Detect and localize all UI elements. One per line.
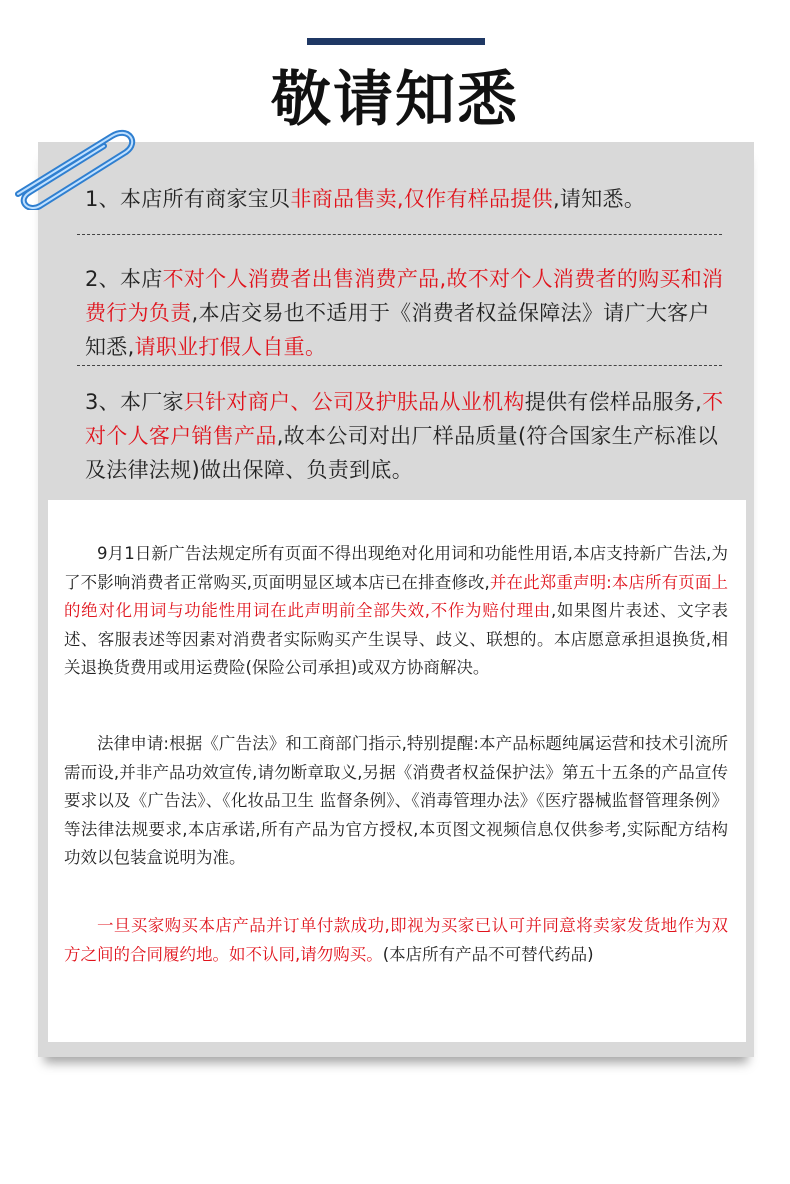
notice-1-part-1: 1、本店所有商家宝贝 bbox=[85, 187, 291, 211]
disclaimer-1-part-1: 9月1日新广告法规定所有页面不得出现绝对化用词和功能性用语,本店支持新广告法,为了不影响消费者正常购买,页面明显区域本店已在排查修改, bbox=[64, 544, 728, 592]
disclaimer-ad-law bbox=[64, 540, 728, 683]
notice-3-part-5: ,故本公司对出厂样品质量(符合国家生产标准以及法律法规)做出保障、负责到底。 bbox=[85, 424, 719, 482]
dashed-divider bbox=[77, 365, 722, 366]
disclaimer-3-part-2: (本店所有产品不可替代药品) bbox=[382, 944, 594, 964]
title-accent-bar bbox=[307, 38, 485, 45]
notice-3-part-1: 3、本厂家 bbox=[85, 390, 184, 414]
page-title: 敬请知悉 bbox=[271, 65, 519, 135]
notice-3-part-4: 不对个人客户销售产品 bbox=[85, 390, 724, 448]
notice-1-part-3: ,请知悉。 bbox=[552, 187, 646, 211]
disclaimer-purchase-agreement bbox=[64, 912, 728, 969]
dashed-divider bbox=[77, 234, 722, 235]
notice-1-part-2: 非商品售卖,仅作有样品提供 bbox=[290, 187, 553, 211]
disclaimer-3-part-1: 一旦买家购买本店产品并订单付款成功,即视为买家已认可并同意将卖家发货地作为双方之间的合同履约地。如不认同,请勿购买。 bbox=[64, 916, 728, 964]
notice-2-part-4: 请职业打假人自重。 bbox=[134, 335, 327, 359]
notice-3 bbox=[85, 385, 725, 487]
notice-2-part-1: 2、本店 bbox=[85, 267, 163, 291]
notice-2-part-3: ,本店交易也不适用于《消费者权益保障法》请广大客户知悉, bbox=[85, 301, 710, 359]
notice-2-part-2: 不对个人消费者出售消费产品,故不对个人消费者的购买和消费行为负责 bbox=[85, 267, 724, 325]
disclaimer-2-part-1: 法律申请:根据《广告法》和工商部门指示,特别提醒:本产品标题纯属运营和技术引流所需而设,并非产品功效宣传,请勿断章取义,另据《消费者权益保护法》第五十五条的产品宣传要求以及《广告法》、《化妆品卫生 监督条例》、《消毒管理办法》《医疗器械监督管理条例》等法律法规要求,本店承诺,所有产品为官方授权,本页图文视频信息仅供参考,实际配方结构功效以包装盒说明为准。 bbox=[64, 734, 728, 867]
disclaimer-1-part-3: ,如果图片表述、文字表述、客服表述等因素对消费者实际购买产生误导、歧义、联想的。本店愿意承担退换货,相关退换货费用或用运费险(保险公司承担)或双方协商解决。 bbox=[64, 601, 728, 677]
notice-3-part-2: 只针对商户、公司及护肤品从业机构 bbox=[183, 390, 525, 414]
notice-2 bbox=[85, 262, 725, 364]
disclaimer-1-part-2: 并在此郑重声明:本店所有页面上的绝对化用词与功能性用词在此声明前全部失效,不作为赔付理由 bbox=[64, 572, 728, 620]
notice-1 bbox=[85, 182, 725, 216]
disclaimer-legal-statement bbox=[64, 730, 728, 873]
notice-3-part-3: 提供有偿样品服务, bbox=[524, 390, 703, 414]
